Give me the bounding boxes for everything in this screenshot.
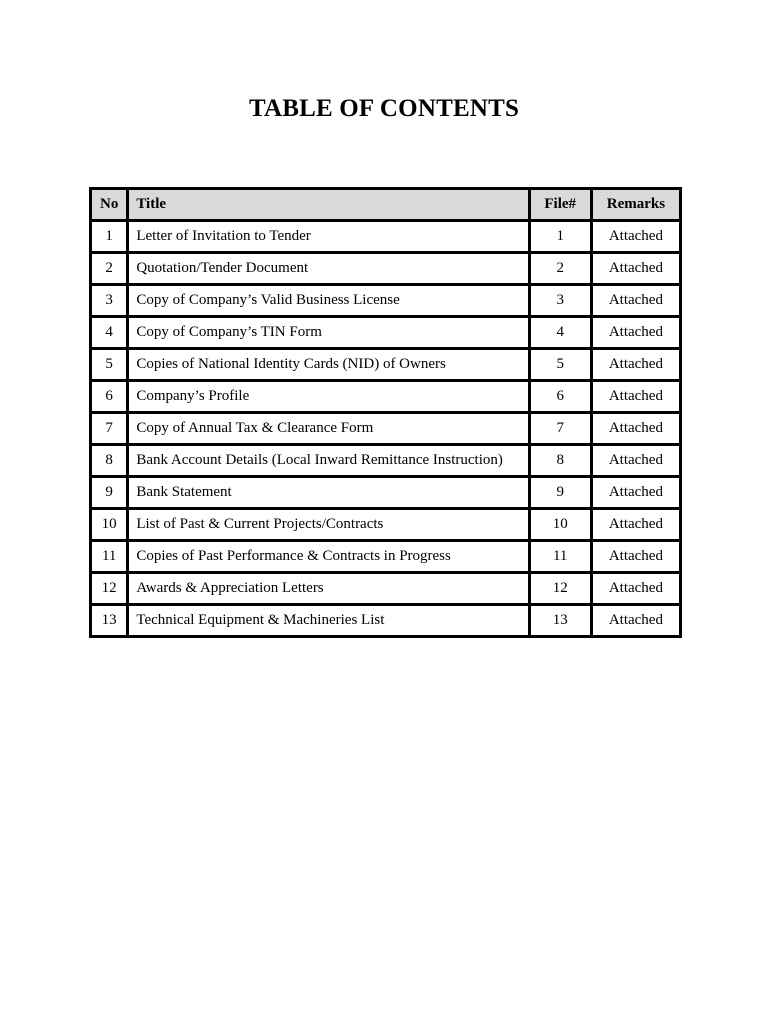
table-row <box>91 317 681 349</box>
row-remarks: Attached <box>591 349 680 381</box>
row-no: 3 <box>91 285 128 317</box>
row-remarks: Attached <box>591 573 680 605</box>
row-remarks: Attached <box>591 221 680 253</box>
row-file: 2 <box>529 253 591 285</box>
row-remarks: Attached <box>591 541 680 573</box>
table-row <box>91 253 681 285</box>
row-no: 6 <box>91 381 128 413</box>
row-title: Letter of Invitation to Tender <box>128 221 529 253</box>
table-row <box>91 445 681 477</box>
row-no: 5 <box>91 349 128 381</box>
table-row <box>91 381 681 413</box>
row-remarks: Attached <box>591 605 680 637</box>
row-title: Quotation/Tender Document <box>128 253 529 285</box>
row-title: Copies of Past Performance & Contracts in Progress <box>128 541 529 573</box>
row-no: 2 <box>91 253 128 285</box>
row-no: 11 <box>91 541 128 573</box>
row-file: 1 <box>529 221 591 253</box>
table-row <box>91 573 681 605</box>
row-file: 4 <box>529 317 591 349</box>
table-row <box>91 349 681 381</box>
row-file: 12 <box>529 573 591 605</box>
row-no: 7 <box>91 413 128 445</box>
header-no: No <box>91 189 128 221</box>
row-file: 7 <box>529 413 591 445</box>
row-title: Technical Equipment & Machineries List <box>128 605 529 637</box>
row-file: 9 <box>529 477 591 509</box>
row-remarks: Attached <box>591 285 680 317</box>
row-remarks: Attached <box>591 381 680 413</box>
header-title: Title <box>128 189 529 221</box>
row-remarks: Attached <box>591 477 680 509</box>
row-title: Copy of Company’s Valid Business License <box>128 285 529 317</box>
row-remarks: Attached <box>591 413 680 445</box>
row-remarks: Attached <box>591 445 680 477</box>
row-title: List of Past & Current Projects/Contracts <box>128 509 529 541</box>
table-row <box>91 413 681 445</box>
row-file: 3 <box>529 285 591 317</box>
table-row <box>91 477 681 509</box>
header-remarks: Remarks <box>591 189 680 221</box>
table-row <box>91 221 681 253</box>
table-row <box>91 285 681 317</box>
row-title: Copy of Annual Tax & Clearance Form <box>128 413 529 445</box>
row-no: 12 <box>91 573 128 605</box>
row-title: Bank Statement <box>128 477 529 509</box>
row-title: Bank Account Details (Local Inward Remittance Instruction) <box>128 445 529 477</box>
row-remarks: Attached <box>591 509 680 541</box>
row-no: 1 <box>91 221 128 253</box>
header-file: File# <box>529 189 591 221</box>
row-no: 13 <box>91 605 128 637</box>
row-file: 8 <box>529 445 591 477</box>
table-row <box>91 605 681 637</box>
row-title: Copies of National Identity Cards (NID) of Owners <box>128 349 529 381</box>
table-of-contents <box>89 187 682 638</box>
row-file: 10 <box>529 509 591 541</box>
row-file: 5 <box>529 349 591 381</box>
document-title: TABLE OF CONTENTS <box>248 95 520 122</box>
row-no: 10 <box>91 509 128 541</box>
row-file: 11 <box>529 541 591 573</box>
row-no: 8 <box>91 445 128 477</box>
row-file: 13 <box>529 605 591 637</box>
row-no: 9 <box>91 477 128 509</box>
row-file: 6 <box>529 381 591 413</box>
table-row <box>91 509 681 541</box>
row-title: Awards & Appreciation Letters <box>128 573 529 605</box>
row-no: 4 <box>91 317 128 349</box>
row-title: Copy of Company’s TIN Form <box>128 317 529 349</box>
row-remarks: Attached <box>591 253 680 285</box>
row-remarks: Attached <box>591 317 680 349</box>
table-row <box>91 541 681 573</box>
table-header-row <box>91 189 681 221</box>
row-title: Company’s Profile <box>128 381 529 413</box>
